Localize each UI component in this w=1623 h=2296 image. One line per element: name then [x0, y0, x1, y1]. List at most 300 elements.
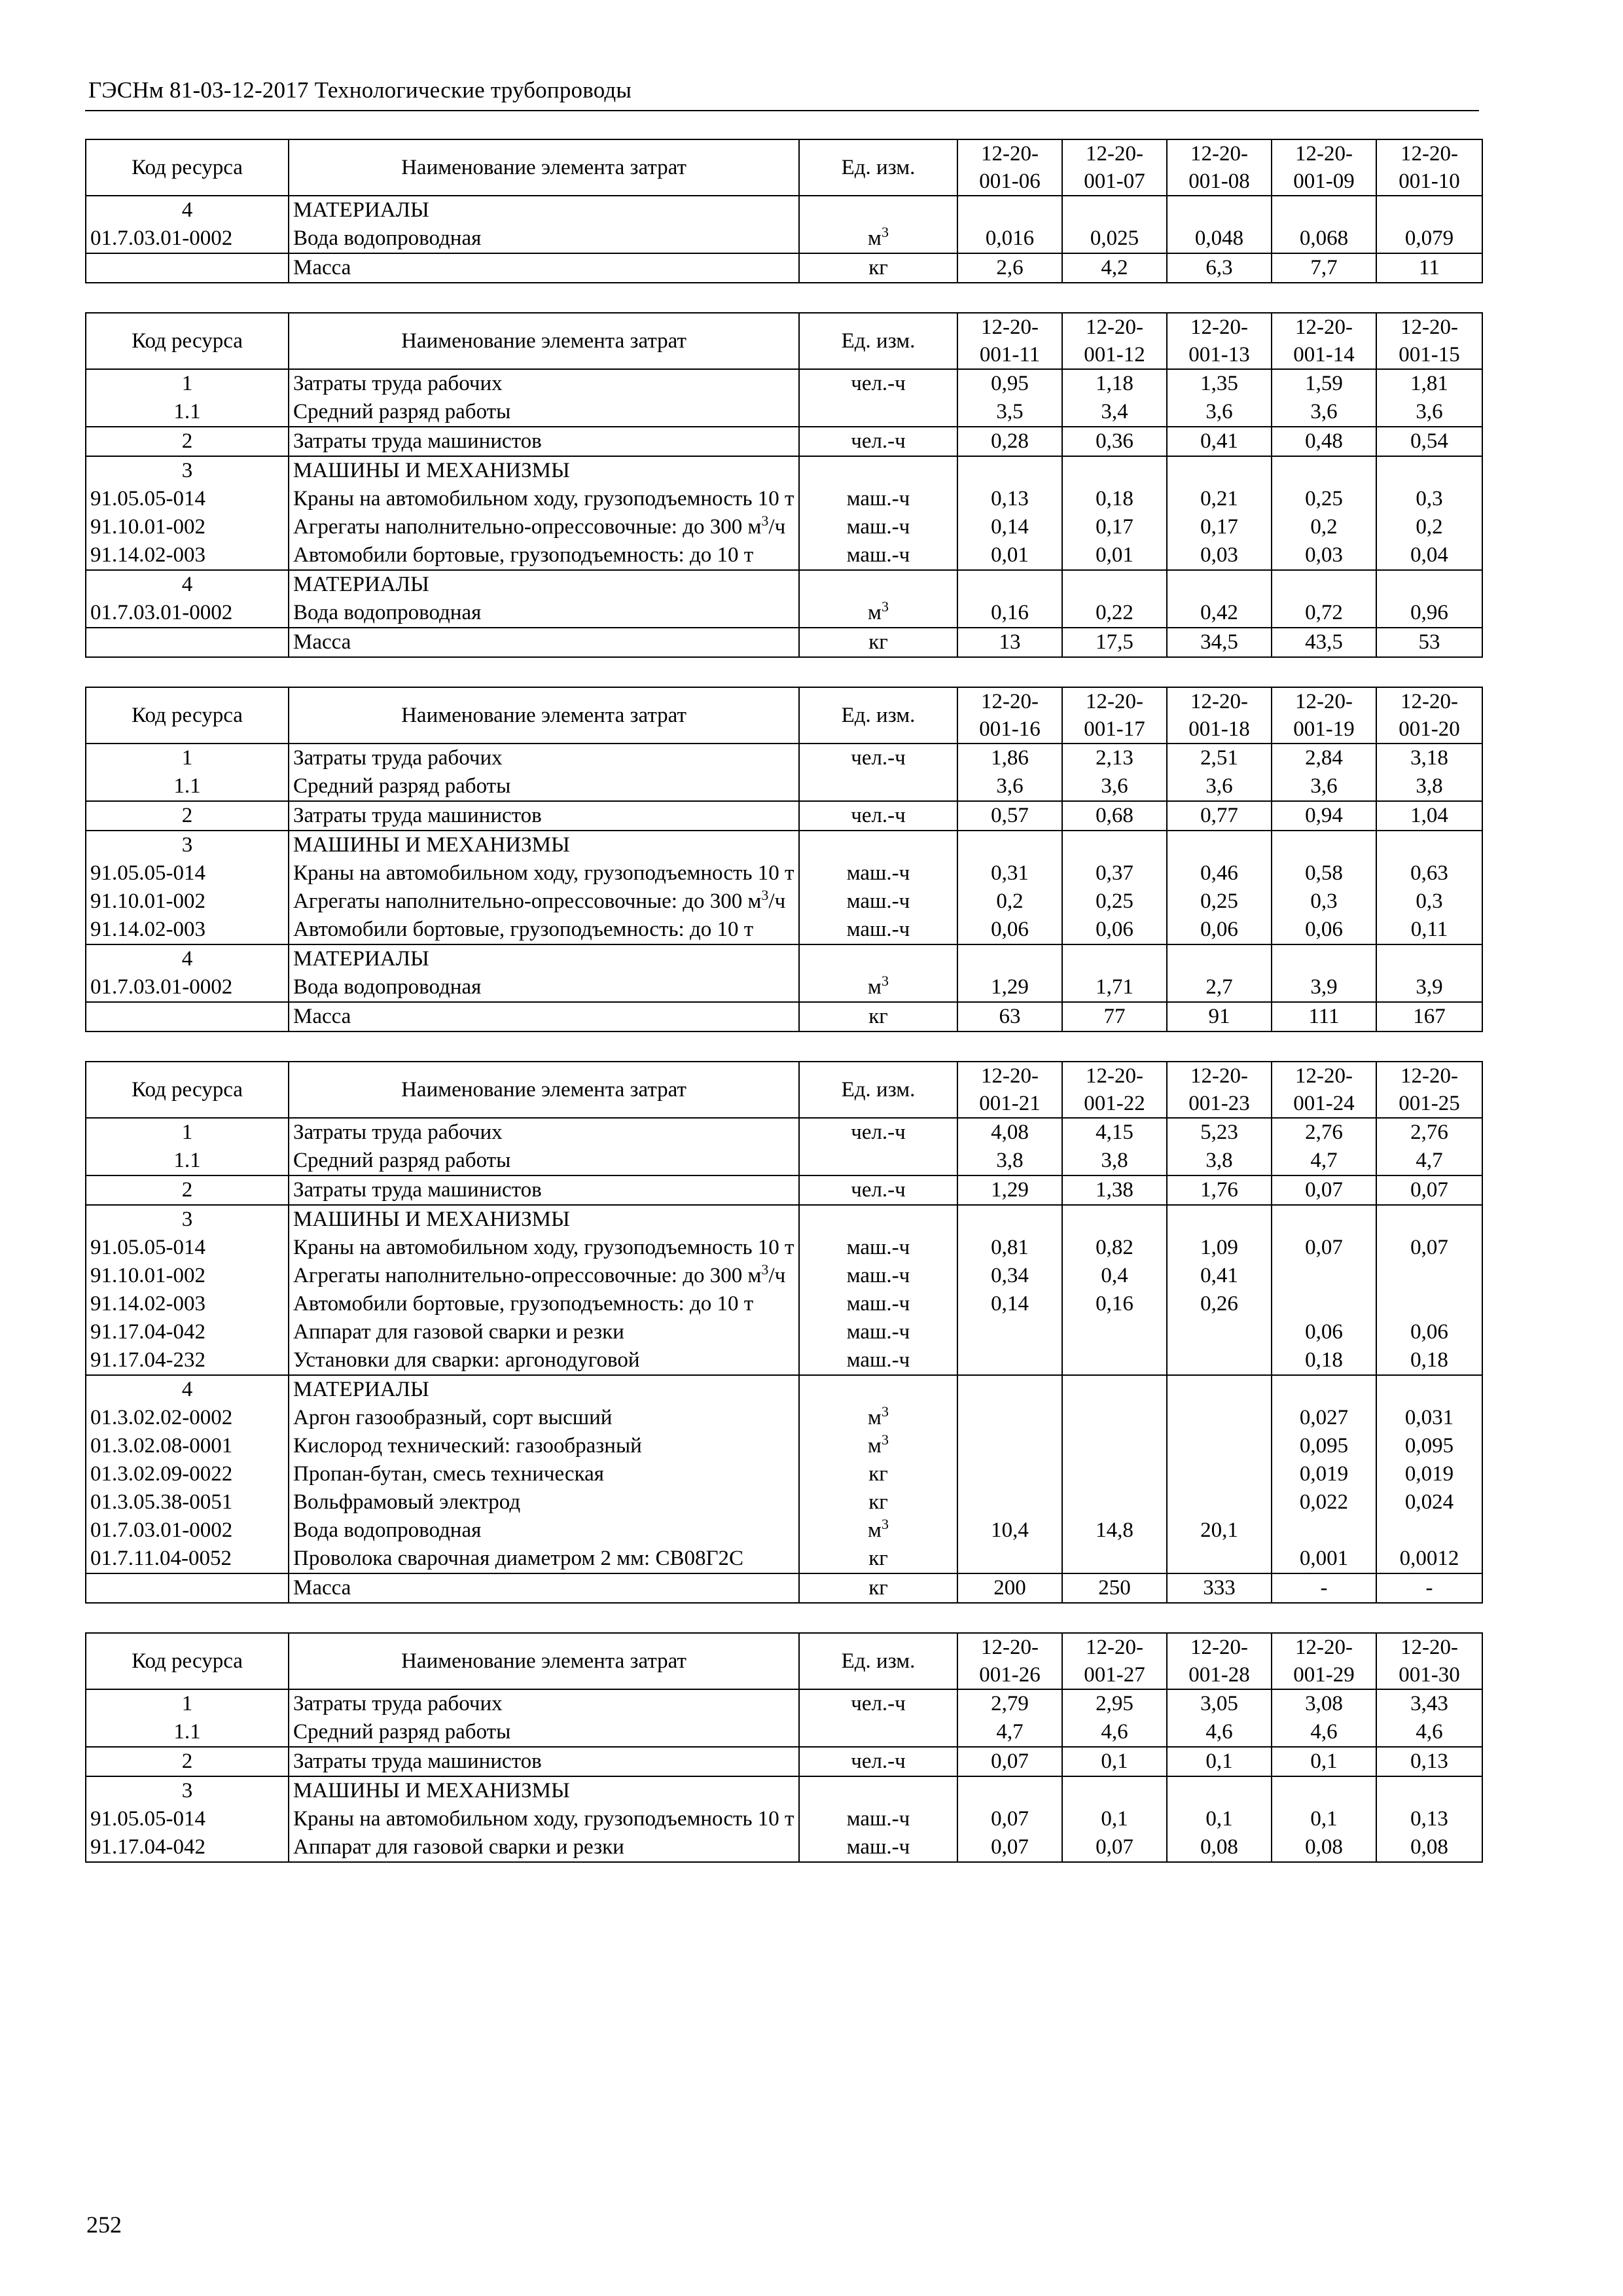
- norm-value: 20,1: [1167, 1516, 1272, 1545]
- column-header-norm-code: 12-20-001-21: [957, 1062, 1062, 1118]
- table-header-row: [86, 1062, 1482, 1118]
- norm-value: 0,18: [1062, 485, 1167, 513]
- unit-of-measure: кг: [799, 1488, 957, 1516]
- norm-value: 0,77: [1167, 801, 1272, 831]
- norm-value: 0,72: [1272, 599, 1376, 628]
- table-row: [86, 1318, 1482, 1346]
- norm-value: 2,51: [1167, 744, 1272, 772]
- column-header-norm-code: 12-20-001-19: [1272, 687, 1376, 744]
- norm-value: 3,8: [1167, 1147, 1272, 1175]
- unit-of-measure: $м^3$: [799, 224, 957, 253]
- norm-value: 3,6: [1062, 772, 1167, 801]
- unit-of-measure: маш.-ч: [799, 1833, 957, 1862]
- norm-value: [1167, 570, 1272, 599]
- unit-of-measure: кг: [799, 1002, 957, 1031]
- norm-value: 0,07: [1272, 1175, 1376, 1205]
- column-header-name: Наименование элемента затрат: [289, 1062, 799, 1118]
- table-row: [86, 485, 1482, 513]
- norm-value: 0,07: [1376, 1175, 1482, 1205]
- table-row: [86, 1118, 1482, 1147]
- column-header-name: Наименование элемента затрат: [289, 313, 799, 369]
- norm-value: 4,7: [1272, 1147, 1376, 1175]
- norm-value: [1167, 1545, 1272, 1573]
- unit-of-measure: $м^3$: [799, 973, 957, 1002]
- norm-value: [1167, 1318, 1272, 1346]
- norm-value: 0,22: [1062, 599, 1167, 628]
- resource-code: 91.14.02-003: [86, 541, 289, 570]
- norm-value: 0,46: [1167, 859, 1272, 888]
- resource-code: 91.14.02-003: [86, 1290, 289, 1318]
- cost-element-name: МАШИНЫ И МЕХАНИЗМЫ: [289, 456, 799, 485]
- norm-value: 10,4: [957, 1516, 1062, 1545]
- table-header-row: [86, 1633, 1482, 1689]
- section-row: [86, 1776, 1482, 1805]
- unit-of-measure: [799, 1375, 957, 1404]
- norm-value: 0,95: [957, 369, 1062, 398]
- norm-value: [1062, 1375, 1167, 1404]
- norm-value: 1,09: [1167, 1234, 1272, 1262]
- resource-code: 4: [86, 570, 289, 599]
- resource-code: 4: [86, 1375, 289, 1404]
- unit-of-measure: [799, 944, 957, 973]
- norm-value: 0,022: [1272, 1488, 1376, 1516]
- column-header-norm-code: 12-20-001-27: [1062, 1633, 1167, 1689]
- norm-value: 1,76: [1167, 1175, 1272, 1205]
- cost-element-name: Аргон газообразный, сорт высший: [289, 1404, 799, 1432]
- norm-value: [1062, 1488, 1167, 1516]
- header-rule: [85, 110, 1479, 111]
- resource-code: [86, 628, 289, 657]
- unit-of-measure: маш.-ч: [799, 541, 957, 570]
- resource-code: 1: [86, 744, 289, 772]
- unit-of-measure: чел.-ч: [799, 369, 957, 398]
- norm-value: 0,42: [1167, 599, 1272, 628]
- resource-code: 1.1: [86, 772, 289, 801]
- resource-code: 1.1: [86, 1718, 289, 1747]
- resource-table: [85, 312, 1483, 658]
- unit-of-measure: чел.-ч: [799, 1747, 957, 1776]
- norm-value: 3,5: [957, 398, 1062, 427]
- unit-of-measure: [799, 1147, 957, 1175]
- cost-element-name: Автомобили бортовые, грузоподъемность: до 10 т: [289, 1290, 799, 1318]
- column-header-norm-code: 12-20-001-24: [1272, 1062, 1376, 1118]
- column-header-norm-code: 12-20-001-12: [1062, 313, 1167, 369]
- norm-value: 0,07: [957, 1747, 1062, 1776]
- cost-element-name: Масса: [289, 628, 799, 657]
- cost-element-name: Вода водопроводная: [289, 1516, 799, 1545]
- norm-value: 0,17: [1062, 513, 1167, 541]
- norm-value: 4,6: [1272, 1718, 1376, 1747]
- column-header-norm-code: 12-20-001-09: [1272, 139, 1376, 196]
- norm-value: 0,13: [1376, 1805, 1482, 1833]
- cost-element-name: Масса: [289, 1002, 799, 1031]
- norm-value: 250: [1062, 1573, 1167, 1603]
- table-row: [86, 1432, 1482, 1460]
- unit-of-measure: кг: [799, 1460, 957, 1488]
- unit-of-measure: [799, 456, 957, 485]
- resource-table: [85, 1061, 1483, 1604]
- column-header-norm-code: 12-20-001-06: [957, 139, 1062, 196]
- resource-code: 3: [86, 456, 289, 485]
- norm-value: 0,3: [1376, 485, 1482, 513]
- norm-value: [1272, 1516, 1376, 1545]
- norm-value: [1376, 1290, 1482, 1318]
- norm-value: 1,86: [957, 744, 1062, 772]
- norm-value: 0,2: [1272, 513, 1376, 541]
- norm-value: 77: [1062, 1002, 1167, 1031]
- norm-value: 17,5: [1062, 628, 1167, 657]
- norm-value: 0,16: [957, 599, 1062, 628]
- column-header-norm-code: 12-20-001-11: [957, 313, 1062, 369]
- unit-of-measure: чел.-ч: [799, 1689, 957, 1718]
- cost-element-name: Затраты труда машинистов: [289, 1175, 799, 1205]
- cost-element-name: Агрегаты наполнительно-опрессовочные: до 300 $м^3/ч$: [289, 888, 799, 916]
- norm-value: 0,41: [1167, 1262, 1272, 1290]
- cost-element-name: Масса: [289, 1573, 799, 1603]
- resource-code: 01.7.03.01-0002: [86, 1516, 289, 1545]
- resource-code: 91.10.01-002: [86, 513, 289, 541]
- norm-value: 0,1: [1272, 1747, 1376, 1776]
- column-header-code: Код ресурса: [86, 313, 289, 369]
- norm-value: [957, 570, 1062, 599]
- norm-value: 3,6: [957, 772, 1062, 801]
- unit-of-measure: чел.-ч: [799, 1175, 957, 1205]
- norm-value: [957, 1346, 1062, 1375]
- norm-value: 200: [957, 1573, 1062, 1603]
- norm-value: [1167, 944, 1272, 973]
- norm-value: [1062, 1346, 1167, 1375]
- norm-value: 3,6: [1376, 398, 1482, 427]
- norm-value: [957, 196, 1062, 224]
- norm-value: 0,0012: [1376, 1545, 1482, 1573]
- norm-value: [1062, 570, 1167, 599]
- mass-row: [86, 628, 1482, 657]
- resource-code: 91.10.01-002: [86, 888, 289, 916]
- cost-element-name: Затраты труда рабочих: [289, 744, 799, 772]
- norm-value: 0,34: [957, 1262, 1062, 1290]
- section-row: [86, 570, 1482, 599]
- unit-of-measure: кг: [799, 628, 957, 657]
- unit-of-measure: маш.-ч: [799, 1234, 957, 1262]
- cost-element-name: Вода водопроводная: [289, 599, 799, 628]
- norm-value: 0,54: [1376, 427, 1482, 456]
- norm-value: 0,14: [957, 513, 1062, 541]
- norm-value: 0,06: [1376, 1318, 1482, 1346]
- norm-value: 0,03: [1167, 541, 1272, 570]
- norm-value: 0,2: [1376, 513, 1482, 541]
- norm-value: 4,7: [957, 1718, 1062, 1747]
- table-row: [86, 1833, 1482, 1862]
- table-row: [86, 398, 1482, 427]
- column-header-unit: Ед. изм.: [799, 139, 957, 196]
- norm-value: -: [1272, 1573, 1376, 1603]
- resource-table: [85, 687, 1483, 1032]
- section-row: [86, 944, 1482, 973]
- norm-value: 0,25: [1167, 888, 1272, 916]
- norm-value: [1272, 1290, 1376, 1318]
- column-header-unit: Ед. изм.: [799, 313, 957, 369]
- table-row: [86, 1346, 1482, 1375]
- unit-of-measure: чел.-ч: [799, 744, 957, 772]
- norm-value: 14,8: [1062, 1516, 1167, 1545]
- column-header-name: Наименование элемента затрат: [289, 139, 799, 196]
- cost-element-name: Краны на автомобильном ходу, грузоподъемность 10 т: [289, 1234, 799, 1262]
- table-row: [86, 1516, 1482, 1545]
- table-row: [86, 513, 1482, 541]
- column-header-norm-code: 12-20-001-15: [1376, 313, 1482, 369]
- norm-value: [957, 944, 1062, 973]
- resource-table: [85, 1632, 1483, 1863]
- norm-value: 0,07: [1062, 1833, 1167, 1862]
- column-header-norm-code: 12-20-001-25: [1376, 1062, 1482, 1118]
- norm-value: [1062, 196, 1167, 224]
- table-row: [86, 1404, 1482, 1432]
- norm-value: [957, 1404, 1062, 1432]
- page-number: 252: [86, 2212, 122, 2238]
- unit-of-measure: [799, 196, 957, 224]
- cost-element-name: Агрегаты наполнительно-опрессовочные: до 300 $м^3/ч$: [289, 513, 799, 541]
- table-row: [86, 916, 1482, 944]
- resource-code: 3: [86, 1776, 289, 1805]
- norm-value: 1,38: [1062, 1175, 1167, 1205]
- table-row: [86, 224, 1482, 253]
- norm-value: 0,06: [957, 916, 1062, 944]
- mass-row: [86, 1573, 1482, 1603]
- norm-value: [1272, 456, 1376, 485]
- norm-value: [1167, 1205, 1272, 1234]
- norm-value: 3,8: [1376, 772, 1482, 801]
- norm-value: [1167, 1375, 1272, 1404]
- norm-value: [1272, 196, 1376, 224]
- mass-row: [86, 253, 1482, 283]
- table-header-row: [86, 687, 1482, 744]
- norm-value: 0,068: [1272, 224, 1376, 253]
- column-header-norm-code: 12-20-001-13: [1167, 313, 1272, 369]
- norm-value: 0,06: [1167, 916, 1272, 944]
- norm-value: 0,3: [1376, 888, 1482, 916]
- norm-value: [957, 1545, 1062, 1573]
- norm-value: 0,13: [1376, 1747, 1482, 1776]
- cost-element-name: Вода водопроводная: [289, 224, 799, 253]
- resource-code: 91.17.04-232: [86, 1346, 289, 1375]
- norm-value: 0,36: [1062, 427, 1167, 456]
- table-row: [86, 744, 1482, 772]
- table-row: [86, 859, 1482, 888]
- norm-value: 2,7: [1167, 973, 1272, 1002]
- table-row: [86, 1488, 1482, 1516]
- table-row: [86, 772, 1482, 801]
- norm-value: 0,1: [1062, 1747, 1167, 1776]
- norm-value: [1062, 1318, 1167, 1346]
- norm-value: 0,01: [1062, 541, 1167, 570]
- unit-of-measure: маш.-ч: [799, 859, 957, 888]
- column-header-code: Код ресурса: [86, 687, 289, 744]
- resource-code: 2: [86, 1747, 289, 1776]
- norm-value: [1376, 196, 1482, 224]
- norm-value: 1,29: [957, 973, 1062, 1002]
- norm-value: [1272, 831, 1376, 859]
- norm-value: 0,024: [1376, 1488, 1482, 1516]
- unit-of-measure: $м^3$: [799, 1404, 957, 1432]
- unit-of-measure: кг: [799, 253, 957, 283]
- norm-value: 0,016: [957, 224, 1062, 253]
- norm-value: 0,28: [957, 427, 1062, 456]
- norm-value: 3,6: [1272, 772, 1376, 801]
- norm-value: [1167, 1404, 1272, 1432]
- norm-value: [1376, 1375, 1482, 1404]
- norm-value: [1376, 944, 1482, 973]
- norm-value: [1167, 1776, 1272, 1805]
- column-header-code: Код ресурса: [86, 139, 289, 196]
- cost-element-name: Аппарат для газовой сварки и резки: [289, 1318, 799, 1346]
- table-row: [86, 1460, 1482, 1488]
- norm-value: 0,11: [1376, 916, 1482, 944]
- unit-of-measure: чел.-ч: [799, 1118, 957, 1147]
- norm-value: 2,6: [957, 253, 1062, 283]
- norm-value: 3,18: [1376, 744, 1482, 772]
- table-header-row: [86, 139, 1482, 196]
- norm-value: 1,04: [1376, 801, 1482, 831]
- table-row: [86, 1689, 1482, 1718]
- unit-of-measure: маш.-ч: [799, 513, 957, 541]
- norm-value: [1376, 1516, 1482, 1545]
- column-header-norm-code: 12-20-001-20: [1376, 687, 1482, 744]
- unit-of-measure: [799, 772, 957, 801]
- unit-of-measure: $м^3$: [799, 599, 957, 628]
- norm-value: [1376, 1776, 1482, 1805]
- cost-element-name: Масса: [289, 253, 799, 283]
- cost-element-name: МАТЕРИАЛЫ: [289, 1375, 799, 1404]
- resource-code: 3: [86, 1205, 289, 1234]
- norm-value: [1376, 1205, 1482, 1234]
- norm-value: 0,1: [1167, 1805, 1272, 1833]
- unit-of-measure: кг: [799, 1545, 957, 1573]
- norm-value: 0,94: [1272, 801, 1376, 831]
- norm-value: 3,4: [1062, 398, 1167, 427]
- cost-element-name: Пропан-бутан, смесь техническая: [289, 1460, 799, 1488]
- resource-code: 2: [86, 801, 289, 831]
- norm-value: 0,04: [1376, 541, 1482, 570]
- unit-of-measure: [799, 1718, 957, 1747]
- cost-element-name: Автомобили бортовые, грузоподъемность: до 10 т: [289, 916, 799, 944]
- norm-value: 6,3: [1167, 253, 1272, 283]
- norm-value: 0,68: [1062, 801, 1167, 831]
- norm-value: 0,37: [1062, 859, 1167, 888]
- column-header-code: Код ресурса: [86, 1062, 289, 1118]
- norm-value: 13: [957, 628, 1062, 657]
- norm-value: 0,96: [1376, 599, 1482, 628]
- norm-value: 2,13: [1062, 744, 1167, 772]
- norm-value: [957, 456, 1062, 485]
- norm-value: 0,21: [1167, 485, 1272, 513]
- norm-value: 0,16: [1062, 1290, 1167, 1318]
- norm-value: 0,079: [1376, 224, 1482, 253]
- column-header-norm-code: 12-20-001-08: [1167, 139, 1272, 196]
- table-header-row: [86, 313, 1482, 369]
- norm-value: 2,76: [1272, 1118, 1376, 1147]
- column-header-norm-code: 12-20-001-30: [1376, 1633, 1482, 1689]
- unit-of-measure: маш.-ч: [799, 1346, 957, 1375]
- table-row: [86, 1545, 1482, 1573]
- cost-element-name: МАТЕРИАЛЫ: [289, 944, 799, 973]
- norm-value: 0,41: [1167, 427, 1272, 456]
- page-header: ГЭСНм 81-03-12-2017 Технологические трубопроводы: [88, 77, 632, 103]
- column-header-norm-code: 12-20-001-14: [1272, 313, 1376, 369]
- cost-element-name: МАШИНЫ И МЕХАНИЗМЫ: [289, 1776, 799, 1805]
- resource-code: 01.7.03.01-0002: [86, 973, 289, 1002]
- resource-code: 91.05.05-014: [86, 859, 289, 888]
- norm-value: 4,7: [1376, 1147, 1482, 1175]
- norm-value: [1062, 1404, 1167, 1432]
- section-row: [86, 196, 1482, 224]
- column-header-norm-code: 12-20-001-23: [1167, 1062, 1272, 1118]
- resource-code: 1: [86, 1689, 289, 1718]
- norm-value: 0,82: [1062, 1234, 1167, 1262]
- cost-element-name: Автомобили бортовые, грузоподъемность: до 10 т: [289, 541, 799, 570]
- norm-value: [1272, 1262, 1376, 1290]
- norm-value: 4,15: [1062, 1118, 1167, 1147]
- norm-value: [957, 1488, 1062, 1516]
- unit-of-measure: чел.-ч: [799, 801, 957, 831]
- norm-value: 3,9: [1272, 973, 1376, 1002]
- cost-element-name: Агрегаты наполнительно-опрессовочные: до 300 $м^3/ч$: [289, 1262, 799, 1290]
- table-row: [86, 427, 1482, 456]
- resource-code: 2: [86, 1175, 289, 1205]
- section-row: [86, 1205, 1482, 1234]
- table-row: [86, 1234, 1482, 1262]
- resource-code: [86, 253, 289, 283]
- norm-value: 3,8: [1062, 1147, 1167, 1175]
- norm-value: 1,18: [1062, 369, 1167, 398]
- resource-code: 4: [86, 196, 289, 224]
- norm-value: 0,095: [1376, 1432, 1482, 1460]
- resource-code: 01.7.03.01-0002: [86, 224, 289, 253]
- norm-value: 3,6: [1167, 772, 1272, 801]
- column-header-norm-code: 12-20-001-10: [1376, 139, 1482, 196]
- norm-value: 1,29: [957, 1175, 1062, 1205]
- norm-value: 0,06: [1272, 916, 1376, 944]
- unit-of-measure: кг: [799, 1573, 957, 1603]
- norm-value: [1167, 1488, 1272, 1516]
- norm-value: [957, 1776, 1062, 1805]
- norm-value: 0,25: [1062, 888, 1167, 916]
- norm-value: 0,001: [1272, 1545, 1376, 1573]
- norm-value: [1062, 1432, 1167, 1460]
- norm-value: 4,2: [1062, 253, 1167, 283]
- unit-of-measure: маш.-ч: [799, 916, 957, 944]
- cost-element-name: Средний разряд работы: [289, 772, 799, 801]
- norm-value: [1062, 456, 1167, 485]
- cost-element-name: Затраты труда рабочих: [289, 1118, 799, 1147]
- norm-value: 3,05: [1167, 1689, 1272, 1718]
- norm-value: [1062, 831, 1167, 859]
- norm-value: [1376, 1262, 1482, 1290]
- norm-value: 0,027: [1272, 1404, 1376, 1432]
- resource-code: 91.17.04-042: [86, 1318, 289, 1346]
- norm-value: 4,6: [1376, 1718, 1482, 1747]
- column-header-norm-code: 12-20-001-26: [957, 1633, 1062, 1689]
- norm-value: 0,07: [957, 1805, 1062, 1833]
- norm-value: [1167, 456, 1272, 485]
- norm-value: [1062, 944, 1167, 973]
- cost-element-name: Средний разряд работы: [289, 398, 799, 427]
- resource-code: 91.05.05-014: [86, 485, 289, 513]
- norm-value: [957, 1375, 1062, 1404]
- norm-value: 5,23: [1167, 1118, 1272, 1147]
- norm-value: [1062, 1776, 1167, 1805]
- resource-code: 01.7.11.04-0052: [86, 1545, 289, 1573]
- norm-value: 111: [1272, 1002, 1376, 1031]
